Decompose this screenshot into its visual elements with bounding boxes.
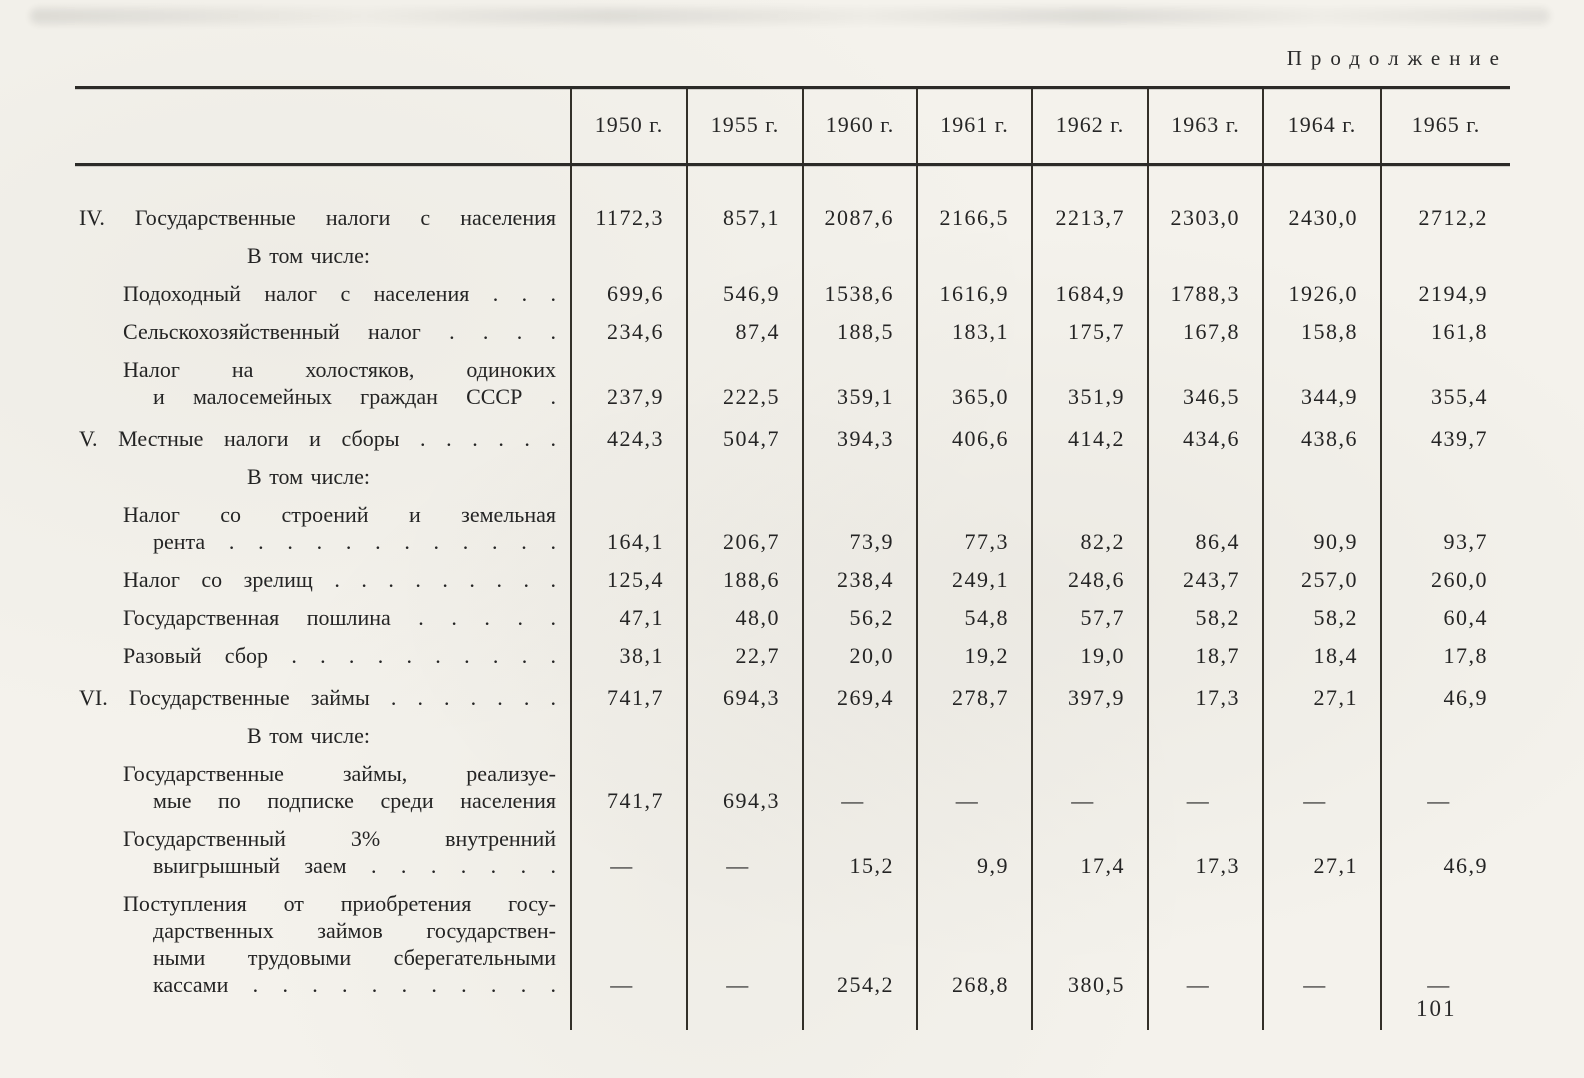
cell-value: 414,2 [1031,410,1147,452]
cell-value [570,452,686,490]
cell-value: 694,3 [686,669,802,711]
cell-value: 17,3 [1147,814,1262,879]
cell-value [802,452,916,490]
year-column-header: 1960 г. [802,89,916,163]
cell-value: 188,6 [686,555,802,593]
table-row [75,631,1510,669]
cell-value: 18,7 [1147,631,1262,669]
cell-value: 20,0 [802,631,916,669]
cell-value: 222,5 [686,345,802,410]
cell-value: 741,7 [570,669,686,711]
row-label-line: Государственные займы, реализуе- [123,761,556,786]
cell-value: 2166,5 [916,166,1031,231]
scan-artifact-smudge [30,8,1550,24]
cell-value: 406,6 [916,410,1031,452]
cell-value: 546,9 [686,269,802,307]
cell-value: 188,5 [802,307,916,345]
cell-value: 249,1 [916,555,1031,593]
cell-value: — [570,879,686,1030]
cell-value: 1616,9 [916,269,1031,307]
table-row [75,711,1510,749]
cell-value: 57,7 [1031,593,1147,631]
cell-value: 438,6 [1262,410,1380,452]
cell-value: 434,6 [1147,410,1262,452]
row-label-line: В том числе: [247,723,370,748]
cell-value: 2430,0 [1262,166,1380,231]
cell-value: 397,9 [1031,669,1147,711]
cell-value [1262,231,1380,269]
cell-value [686,231,802,269]
cell-value [1262,452,1380,490]
table-row [75,749,1510,814]
scanned-page [75,46,1510,1030]
year-column-header: 1955 г. [686,89,802,163]
cell-value [1031,711,1147,749]
table-header-row [75,89,1510,163]
cell-value: 237,9 [570,345,686,410]
cell-value: 164,1 [570,490,686,555]
row-label [75,452,570,490]
cell-value: 9,9 [916,814,1031,879]
cell-value: 22,7 [686,631,802,669]
table-row [75,231,1510,269]
row-label-line: дарственных займов государствен- [153,918,556,943]
table-row [75,490,1510,555]
cell-value: 47,1 [570,593,686,631]
cell-value: 48,0 [686,593,802,631]
row-label [75,345,570,410]
cell-value: 2303,0 [1147,166,1262,231]
cell-value: — [1147,749,1262,814]
year-column-header: 1962 г. [1031,89,1147,163]
cell-value: 77,3 [916,490,1031,555]
cell-value: 238,4 [802,555,916,593]
table-row [75,410,1510,452]
cell-value: 741,7 [570,749,686,814]
cell-value: 27,1 [1262,814,1380,879]
row-label-line: В том числе: [247,464,370,489]
cell-value: 380,5 [1031,879,1147,1030]
row-label-line: Поступления от приобретения госу- [123,891,556,916]
cell-value: 17,4 [1031,814,1147,879]
continuation-label: Продолжение [1286,46,1508,70]
cell-value: 351,9 [1031,345,1147,410]
row-label-line: Государственный 3% внутренний [123,826,556,851]
row-label [75,231,570,269]
cell-value: 90,9 [1262,490,1380,555]
cell-value: — [686,879,802,1030]
cell-value: 1538,6 [802,269,916,307]
row-label-line: IV. Государственные налоги с населения [79,205,556,230]
cell-value: 359,1 [802,345,916,410]
row-label [75,410,570,452]
row-label [75,593,570,631]
cell-value: 254,2 [802,879,916,1030]
cell-value: 278,7 [916,669,1031,711]
table-body [75,166,1510,1030]
row-label-line: мые по подписке среди населения [153,788,556,813]
cell-value: 694,3 [686,749,802,814]
year-column-header: 1964 г. [1262,89,1380,163]
table-row [75,452,1510,490]
cell-value [1031,452,1147,490]
cell-value: 54,8 [916,593,1031,631]
table-row [75,307,1510,345]
cell-value [1031,231,1147,269]
cell-value: 18,4 [1262,631,1380,669]
row-label [75,749,570,814]
cell-value: 38,1 [570,631,686,669]
cell-value: 46,9 [1380,814,1510,879]
cell-value: 167,8 [1147,307,1262,345]
cell-value [1380,711,1510,749]
table-row [75,269,1510,307]
cell-value: 260,0 [1380,555,1510,593]
cell-value: 86,4 [1147,490,1262,555]
cell-value: 269,4 [802,669,916,711]
year-column-header: 1950 г. [570,89,686,163]
cell-value: — [686,814,802,879]
cell-value: 17,8 [1380,631,1510,669]
cell-value: 175,7 [1031,307,1147,345]
row-label-line: выигрышный заем . . . . . . . [153,853,556,878]
row-label [75,490,570,555]
cell-value: 206,7 [686,490,802,555]
cell-value: — [1031,749,1147,814]
cell-value: 2087,6 [802,166,916,231]
cell-value: 504,7 [686,410,802,452]
cell-value: 2712,2 [1380,166,1510,231]
cell-value: 355,4 [1380,345,1510,410]
row-label-line: Налог со строений и земельная [123,502,556,527]
row-label-line: В том числе: [247,243,370,268]
year-column-header: 1965 г. [1380,89,1510,163]
row-label-line: и малосемейных граждан СССР . [153,384,556,409]
cell-value: 60,4 [1380,593,1510,631]
cell-value: 183,1 [916,307,1031,345]
table-row [75,879,1510,1030]
cell-value [916,231,1031,269]
cell-value: 82,2 [1031,490,1147,555]
cell-value [570,711,686,749]
cell-value: — [1147,879,1262,1030]
cell-value: 158,8 [1262,307,1380,345]
table-row [75,669,1510,711]
table-row [75,593,1510,631]
cell-value [1380,452,1510,490]
year-column-header: 1961 г. [916,89,1031,163]
row-label-line: Государственная пошлина . . . . . [123,605,556,630]
cell-value: — [570,814,686,879]
row-label-line: V. Местные налоги и сборы . . . . . . [79,426,556,451]
row-label-line: рента . . . . . . . . . . . . [153,529,556,554]
cell-value [686,711,802,749]
cell-value: 424,3 [570,410,686,452]
row-label [75,711,570,749]
cell-value: 19,2 [916,631,1031,669]
row-label [75,269,570,307]
cell-value: 56,2 [802,593,916,631]
row-label-line: Подоходный налог с населения . . . [123,281,556,306]
cell-value: 234,6 [570,307,686,345]
row-label [75,669,570,711]
cell-value: 17,3 [1147,669,1262,711]
cell-value: 248,6 [1031,555,1147,593]
table-row [75,345,1510,410]
cell-value: 46,9 [1380,669,1510,711]
cell-value [1380,231,1510,269]
cell-value: — [1262,879,1380,1030]
cell-value [802,711,916,749]
cell-value: 2213,7 [1031,166,1147,231]
cell-value: 699,6 [570,269,686,307]
cell-value: — [1262,749,1380,814]
cell-value: 125,4 [570,555,686,593]
row-label [75,307,570,345]
cell-value: 439,7 [1380,410,1510,452]
cell-value: 19,0 [1031,631,1147,669]
cell-value: 1926,0 [1262,269,1380,307]
row-label-header-empty [75,89,570,163]
cell-value: 87,4 [686,307,802,345]
table-row [75,814,1510,879]
row-label-line: кассами . . . . . . . . . . . [153,972,556,997]
cell-value: 243,7 [1147,555,1262,593]
table-row [75,555,1510,593]
row-label-line: Налог со зрелищ . . . . . . . . . [123,567,556,592]
cell-value: — [802,749,916,814]
row-label-line: Налог на холостяков, одиноких [123,357,556,382]
row-label-line: ными трудовыми сберегательными [153,945,556,970]
row-label [75,631,570,669]
cell-value: — [916,749,1031,814]
cell-value: 857,1 [686,166,802,231]
row-label [75,166,570,231]
cell-value [1147,711,1262,749]
cell-value [1147,231,1262,269]
cell-value: 365,0 [916,345,1031,410]
cell-value: 344,9 [1262,345,1380,410]
cell-value [916,452,1031,490]
cell-value: 268,8 [916,879,1031,1030]
cell-value: 394,3 [802,410,916,452]
row-label [75,555,570,593]
cell-value [916,711,1031,749]
cell-value [1262,711,1380,749]
cell-value: 27,1 [1262,669,1380,711]
cell-value [570,231,686,269]
cell-value: 161,8 [1380,307,1510,345]
table-row [75,166,1510,231]
cell-value: — [1380,879,1510,1030]
cell-value: 1172,3 [570,166,686,231]
cell-value: 1684,9 [1031,269,1147,307]
year-column-header: 1963 г. [1147,89,1262,163]
cell-value: 58,2 [1262,593,1380,631]
cell-value: 2194,9 [1380,269,1510,307]
row-label [75,879,570,1030]
cell-value: 58,2 [1147,593,1262,631]
row-label [75,814,570,879]
cell-value: 15,2 [802,814,916,879]
cell-value: 93,7 [1380,490,1510,555]
row-label-line: Разовый сбор . . . . . . . . . . [123,643,556,668]
cell-value: 73,9 [802,490,916,555]
cell-value: 257,0 [1262,555,1380,593]
row-label-line: VI. Государственные займы . . . . . . . [79,685,556,710]
cell-value: — [1380,749,1510,814]
row-label-line: Сельскохозяйственный налог . . . . [123,319,556,344]
cell-value [802,231,916,269]
cell-value [1147,452,1262,490]
cell-value [686,452,802,490]
cell-value: 346,5 [1147,345,1262,410]
cell-value: 1788,3 [1147,269,1262,307]
page-number: 101 [1416,996,1457,1021]
